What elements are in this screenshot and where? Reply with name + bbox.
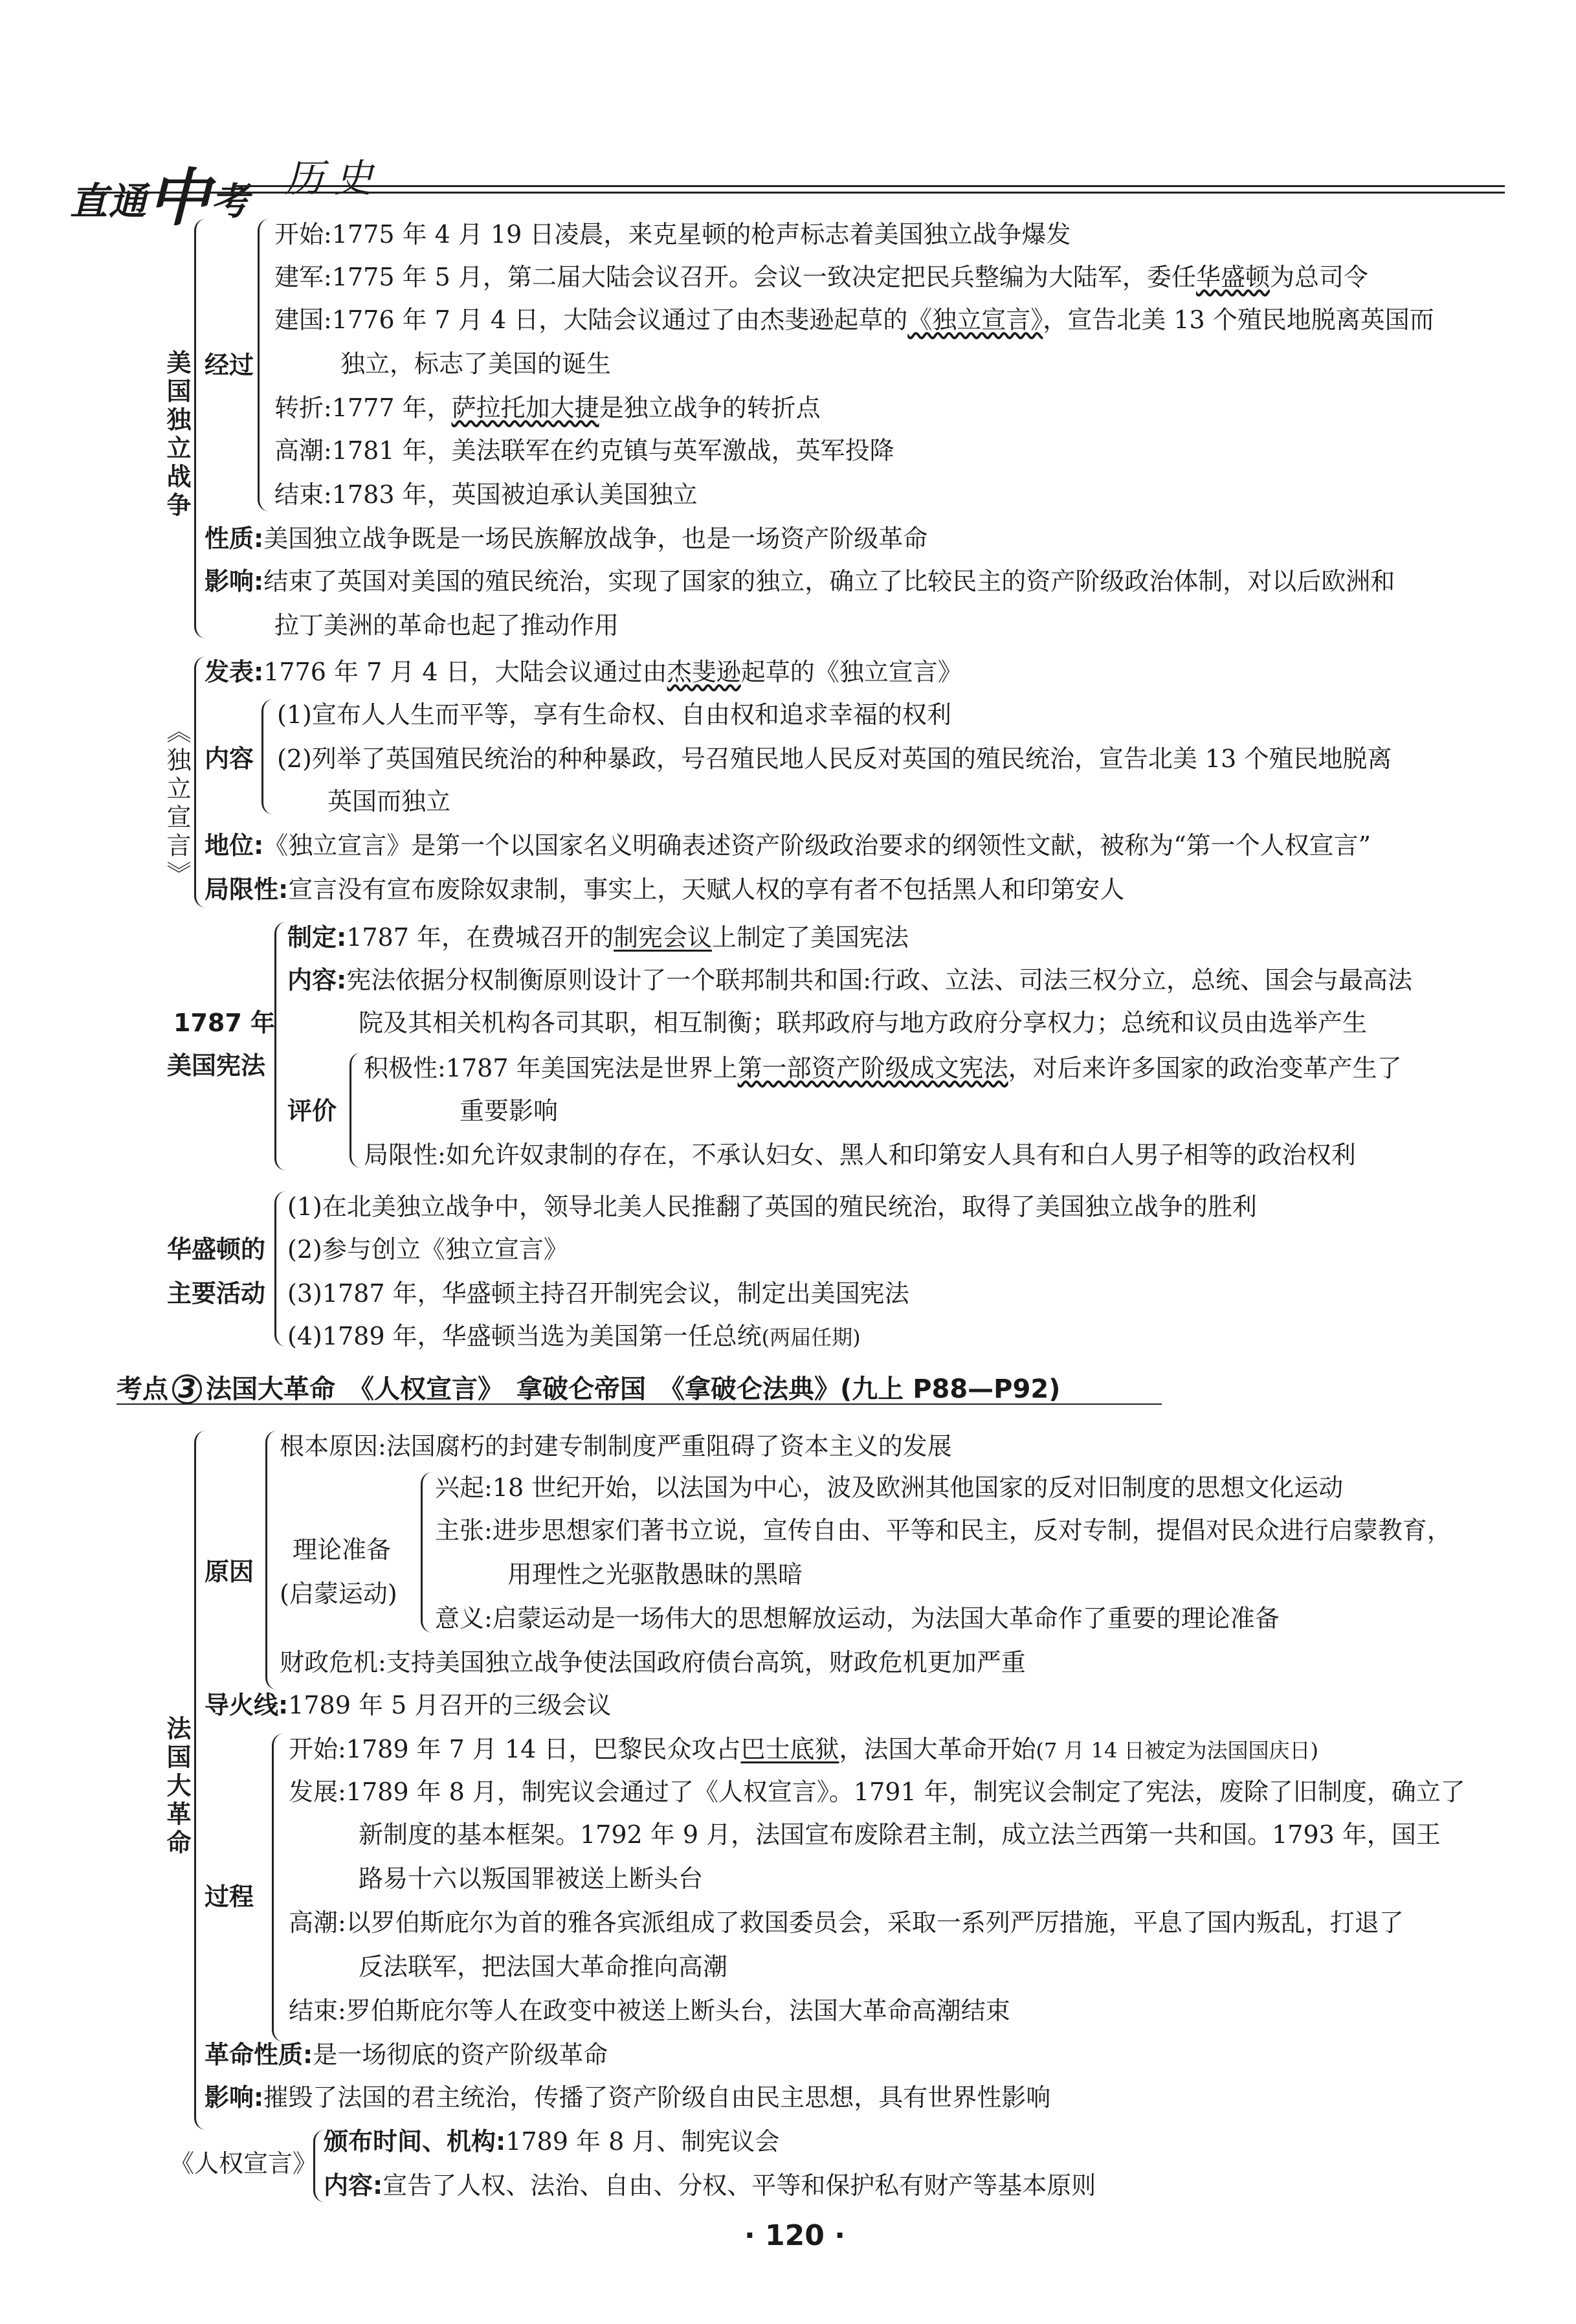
brand-text-a: 直通 [70,179,148,223]
bracket-enlightenment [421,1472,434,1633]
constitution-title-1: 1787 年 [173,1009,275,1037]
french-fuse: 导火线:1789 年 5 月召开的三级会议 [205,1691,612,1719]
constitution-title-2: 美国宪法 [167,1051,266,1080]
brand-logo [70,144,250,232]
constitution-positive-2: 重要影响 [460,1097,559,1125]
us-war-climax: 高潮:1781 年，美法联军在约克镇与英军激战，英军投降 [274,436,894,465]
brand-text-c: 考 [211,179,250,223]
constitution-negative: 局限性:如允许奴隶制的存在，不承认妇女、黑人和印第安人具有和白人男子相等的政治权利 [364,1141,1356,1169]
declaration-status: 地位:《独立宣言》是第一个以国家名义明确表述资产阶级政治要求的纲领性文献，被称为“第一个人权宣言” [205,831,1371,860]
washington-activity-1: (1)在北美独立战争中，领导北美人民推翻了英国的殖民统治，取得了美国独立战争的胜利 [287,1192,1257,1221]
french-theory-1: 理论准备 [293,1536,392,1564]
bracket-declaration [194,656,210,908]
us-war-found-2: 独立，标志了美国的诞生 [340,350,612,378]
us-war-army: 建军:1775 年 5 月，第二届大陆会议召开。会议一致决定把民兵整编为大陆军，委任华盛顿为总司令 [274,263,1368,291]
washington-title-2: 主要活动 [167,1279,266,1308]
french-impact: 影响:摧毁了法国的君主统治，传播了资产阶级自由民主思想，具有世界性影响 [205,2083,1051,2112]
rights-title: 《人权宣言》 [170,2149,318,2178]
declaration-content-2b: 英国而独立 [327,787,451,816]
us-war-start: 开始:1775 年 4 月 19 日凌晨，来克星顿的枪声标志着美国独立战争爆发 [274,220,1071,249]
enlightenment-rise: 兴起:18 世纪开始，以法国为中心，波及欧洲其他国家的反对旧制度的思想文化运动 [435,1473,1344,1502]
french-title: 法国大革命 [162,1715,191,1858]
rights-time: 颁布时间、机构:1789 年 8 月、制宪议会 [324,2127,780,2156]
us-war-end: 结束:1783 年，英国被迫承认美国独立 [274,480,698,509]
header-rule-1 [233,185,1505,187]
us-war-process-label: 经过 [205,351,254,379]
process-develop: 发展:1789 年 8 月，制宪议会通过了《人权宣言》。1791 年，制宪议会制定了宪法，废除了旧制度，确立了 [289,1778,1465,1806]
constitution-content-2: 院及其相关机构各司其职，相互制衡；联邦政府与地方政府分享权力；总统和议员由选举产生 [359,1009,1368,1037]
declaration-content-label: 内容 [205,744,254,773]
bracket-declaration-content [261,699,275,814]
washington-title-1: 华盛顿的 [167,1235,266,1264]
section-3-rule [117,1403,1162,1405]
french-process-label: 过程 [205,1883,254,1911]
bracket-french-process [272,1734,288,2042]
rights-content: 内容:宣告了人权、法治、自由、分权、平等和保护私有财产等基本原则 [324,2171,1096,2200]
process-develop-3: 路易十六以叛国罪被送上断头台 [359,1864,704,1893]
us-war-impact: 影响:结束了英国对美国的殖民统治，实现了国家的独立，确立了比较民主的资产阶级政治体制，对以后欧洲和 [205,567,1395,596]
bracket-us-war-process [258,219,274,511]
enlightenment-claim-2: 用理性之光驱散愚昧的黑暗 [507,1560,803,1589]
declaration-content-1: (1)宣布人人生而平等，享有生命权、自由权和追求幸福的权利 [277,700,951,729]
process-start: 开始:1789 年 7 月 14 日，巴黎民众攻占巴士底狱，法国大革命开始(7 月 14 日被定为法国国庆日) [289,1735,1319,1763]
declaration-content-2: (2)列举了英国殖民统治的种种暴政，号召殖民地人民反对英国的殖民统治，宣告北美 13 个殖民地脱离 [277,744,1392,773]
washington-activity-3: (3)1787 年，华盛顿主持召开制宪会议，制定出美国宪法 [287,1279,909,1308]
brand-text-b: 中 [148,162,212,234]
constitution-eval-label: 评价 [287,1097,337,1125]
dian-char: 点 [142,1374,168,1404]
declaration-title: 《独立宣言》 [162,719,191,889]
process-climax: 高潮:以罗伯斯庇尔为首的雅各宾派组成了救国委员会，采取一系列严厉措施，平息了国内叛乱，打退了 [289,1908,1404,1937]
page-number: · 120 · [744,2219,845,2252]
washington-activity-2: (2)参与创立《独立宣言》 [287,1235,568,1264]
process-climax-2: 反法联军，把法国大革命推向高潮 [359,1952,728,1981]
constitution-positive: 积极性:1787 年美国宪法是世界上第一部资产阶级成文宪法，对后来许多国家的政治变革产生了 [364,1054,1402,1082]
french-nature: 革命性质:是一场彻底的资产阶级革命 [205,2040,608,2069]
declaration-limit: 局限性:宣言没有宣布废除奴隶制，事实上，天赋人权的享有者不包括黑人和印第安人 [205,875,1125,904]
section-3-title: 考点 3 法国大革命 《人权宣言》 拿破仑帝国 《拿破仑法典》(九上 P88—P92) [117,1374,1061,1404]
constitution-content: 内容:宪法依据分权制衡原则设计了一个联邦制共和国:行政、立法、司法三权分立，总统、国会与最高法 [287,966,1413,994]
washington-activity-4: (4)1789 年，华盛顿当选为美国第一任总统(两届任期) [287,1322,861,1350]
enlightenment-meaning: 意义:启蒙运动是一场伟大的思想解放运动，为法国大革命作了重要的理论准备 [435,1604,1280,1633]
bracket-constitution-eval [350,1053,363,1168]
subject-title: 历史 [285,156,383,201]
kao-char: 考 [117,1374,142,1404]
us-war-nature: 性质:美国独立战争既是一场民族解放战争，也是一场资产阶级革命 [205,524,928,553]
french-cause-label: 原因 [205,1558,254,1586]
french-root-cause: 根本原因:法国腐朽的封建专制制度严重阻碍了资本主义的发展 [280,1432,952,1460]
process-develop-2: 新制度的基本框架。1792 年 9 月，法国宣布废除君主制，成立法兰西第一共和国。1793 年，国王 [359,1820,1441,1849]
bracket-constitution [274,922,291,1170]
header-rule-2 [78,192,1505,194]
constitution-make: 制定:1787 年，在费城召开的制宪会议上制定了美国宪法 [287,923,909,952]
french-fiscal-crisis: 财政危机:支持美国独立战争使法国政府债台高筑，财政危机更加严重 [280,1648,1026,1677]
us-war-impact-2: 拉丁美洲的革命也起了推动作用 [274,611,619,640]
us-war-turn: 转折:1777 年，萨拉托加大捷是独立战争的转折点 [274,394,821,422]
declaration-publish: 发表:1776 年 7 月 4 日，大陆会议通过由杰斐逊起草的《独立宣言》 [205,658,962,686]
french-theory-2: (启蒙运动) [280,1580,397,1608]
section-number-badge: 3 [172,1374,202,1404]
us-war-title: 美国独立战争 [162,350,191,520]
bracket-french [194,1431,210,2130]
enlightenment-claim: 主张:进步思想家们著书立说，宣传自由、平等和民主，反对专制，提倡对民众进行启蒙教育， [435,1516,1452,1545]
process-end: 结束:罗伯斯庇尔等人在政变中被送上断头台，法国大革命高潮结束 [289,1996,1010,2025]
us-war-found: 建国:1776 年 7 月 4 日，大陆会议通过了由杰斐逊起草的《独立宣言》，宣告北美 13 个殖民地脱离英国而 [274,306,1434,334]
